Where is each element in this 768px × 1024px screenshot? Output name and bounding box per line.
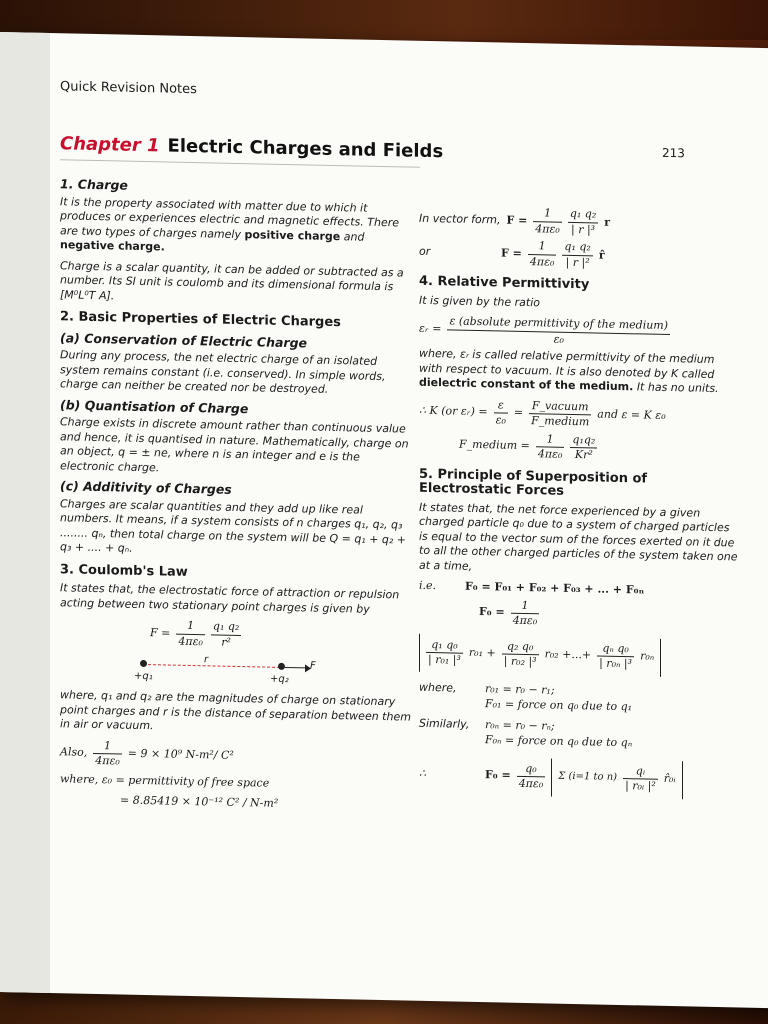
- numerator: 1: [533, 206, 562, 222]
- constant-equation: [60, 738, 415, 775]
- section-heading: 1. Charge: [60, 176, 128, 193]
- paragraph-text: and: [343, 229, 365, 244]
- bracket-expression: [419, 633, 661, 676]
- eq-text: r₀ₙ: [640, 649, 655, 663]
- page-number: 213: [662, 145, 685, 161]
- fraction: [517, 761, 546, 792]
- numerator: F_vacuum: [529, 399, 591, 416]
- eq-text: r₀₁ = r₀ − r₁;: [485, 681, 555, 697]
- superposition-f0: [479, 598, 739, 633]
- running-header: Quick Revision Notes: [60, 79, 197, 98]
- denominator: r²: [221, 635, 231, 649]
- paragraph: Charge exists in discrete amount rather than continuous value and hence, it is quantised in nature. Mathematically, charge on an object, q = ± ne, where n is an integer and e is the electronic charge.: [60, 415, 409, 474]
- fraction: [528, 239, 557, 270]
- eq-text: F₀ =: [479, 605, 505, 619]
- book-page: [0, 32, 768, 1009]
- distance-label: r: [204, 654, 209, 666]
- fraction: [570, 432, 597, 463]
- eq-text: F =: [506, 213, 528, 227]
- charge-point: [140, 660, 147, 667]
- eq-text: Σ (i=1 to n): [558, 770, 618, 784]
- force-arrow: [285, 667, 307, 668]
- fraction: [623, 764, 658, 795]
- numerator: qᵢ: [623, 764, 658, 780]
- numerator: q₀: [517, 761, 546, 777]
- denominator: | r |²: [565, 255, 590, 269]
- numerator: 1: [176, 619, 205, 635]
- numerator: 1: [511, 598, 540, 614]
- left-column: [60, 171, 415, 820]
- paragraph: It states that, the electrostatic force of attraction or repulsion acting between two stationary point charges is given by: [60, 581, 400, 616]
- paragraph: It is given by the ratio: [419, 293, 541, 309]
- fraction: [426, 637, 463, 668]
- charge-label: +q₁: [134, 670, 153, 683]
- eq-text: r₀₁ +: [468, 646, 496, 660]
- bold-term: dielectric constant of the medium.: [419, 375, 634, 394]
- numerator: q₁ q₂: [211, 619, 241, 635]
- paragraph-text: It is the property associated with matter due to which it produces or experiences electric and magnetic effects. There are two types of charges namely: [60, 194, 400, 241]
- fraction: [511, 598, 540, 629]
- eq-text: where,: [419, 680, 457, 695]
- numerator: q₁ q₀: [426, 637, 463, 653]
- coulomb-equation: [150, 618, 415, 654]
- permittivity-equation: [419, 314, 739, 351]
- numerator: q₁ q₂: [562, 240, 592, 256]
- numerator: 1: [528, 239, 557, 255]
- dielectric-equation: [419, 396, 739, 433]
- paragraph: [419, 347, 739, 397]
- eq-text: r̂: [598, 248, 605, 262]
- eq-text: ∴: [419, 767, 426, 781]
- bold-term: negative charge.: [60, 238, 165, 254]
- subsection-heading: (b) Quantisation of Charge: [60, 396, 249, 416]
- eps-value: = 8.85419 × 10⁻¹² C² / N-m²: [120, 793, 279, 810]
- eq-text: In vector form,: [419, 211, 501, 227]
- fraction: [533, 206, 562, 237]
- medium-force-equation: [459, 430, 739, 466]
- bracket-expression: [551, 758, 682, 799]
- denominator: 4πε₀: [512, 613, 538, 628]
- charge-point: [278, 663, 285, 670]
- fraction: [494, 398, 508, 428]
- fraction: [568, 207, 598, 238]
- denominator: 4πε₀: [529, 254, 555, 269]
- eq-text: Similarly,: [419, 716, 470, 731]
- eps-definition: where, ε₀ = permittivity of free space: [60, 771, 270, 790]
- denominator: 4πε₀: [537, 447, 563, 461]
- eq-text: F₀ =: [485, 768, 511, 782]
- section-heading: 2. Basic Properties of Electric Charges: [60, 309, 341, 331]
- eq-text: r: [604, 215, 611, 229]
- force-label: F: [310, 660, 316, 672]
- final-equation: [419, 752, 739, 803]
- eq-text: i.e.: [419, 578, 437, 593]
- denominator: | r₀₁ |³: [428, 652, 461, 667]
- section-heading: 3. Coulomb's Law: [60, 561, 188, 580]
- denominator: | r₀ᵢ |²: [625, 779, 656, 793]
- denominator: F_medium: [531, 414, 590, 429]
- fraction: [93, 738, 122, 769]
- denominator: 4πε₀: [518, 776, 544, 791]
- fraction: [597, 641, 634, 672]
- numerator: qₙ q₀: [597, 641, 634, 657]
- numerator: 1: [93, 738, 122, 754]
- paragraph-text: It has no units.: [636, 380, 719, 396]
- charge-diagram: [134, 652, 320, 692]
- charge-label: +q₂: [270, 673, 289, 686]
- eq-text: and ε = K ε₀: [597, 407, 666, 423]
- eq-text: F₀ = F₀₁ + F₀₂ + F₀₃ + ... + F₀ₙ: [465, 579, 645, 597]
- eq-text: = 9 × 10⁹ N-m²/ C²: [127, 746, 234, 763]
- similarly-line: F₀ₙ = force on q₀ due to qₙ: [485, 733, 633, 750]
- subsection-heading: (c) Additivity of Charges: [60, 478, 232, 497]
- right-column: [419, 201, 739, 806]
- chapter-title: Electric Charges and Fields: [167, 135, 444, 163]
- denominator: 4πε₀: [178, 634, 203, 648]
- section-heading: 4. Relative Permittivity: [419, 273, 590, 293]
- fraction: [502, 639, 539, 670]
- numerator: ε (absolute permittivity of the medium): [447, 314, 670, 334]
- eq-text: F =: [501, 246, 522, 260]
- eq-text: F =: [150, 625, 171, 640]
- subsection-heading: (a) Conservation of Electric Charge: [60, 329, 308, 350]
- denominator: | r₀ₙ |³: [599, 656, 633, 671]
- superposition-bracket: [419, 630, 739, 681]
- eq-text: ∴ K (or εᵣ) =: [419, 404, 488, 419]
- denominator: | r₀₂ |³: [503, 654, 537, 669]
- fraction: [536, 432, 565, 463]
- denominator: ε₀: [495, 413, 506, 427]
- eq-text: r₀ₙ = r₀ − rₙ;: [485, 717, 555, 733]
- denominator: 4πε₀: [535, 221, 560, 236]
- numerator: q₂ q₀: [502, 639, 539, 655]
- denominator: Kr²: [574, 448, 593, 462]
- numerator: 1: [536, 432, 565, 448]
- section-heading: 5. Principle of Superposition of Electrostatic Forces: [419, 466, 648, 499]
- numerator: q₁ q₂: [568, 207, 598, 223]
- denominator: 4πε₀: [95, 753, 120, 768]
- paragraph: Charges are scalar quantities and they add up like real numbers. It means, if a system consists of n charges q₁, q₂, q₃ ........ qₙ, then total charge on the system will be Q = q₁ + q₂ + q₃ + .... + qₙ.: [60, 496, 407, 555]
- paragraph-text: where, εᵣ is called relative permittivity of the medium with respect to vacuum. It is also denoted by K called: [419, 346, 715, 381]
- chapter-heading: [60, 133, 443, 162]
- separation-line: [148, 664, 280, 668]
- where-line: F₀₁ = force on q₀ due to q₁: [485, 697, 633, 714]
- numerator: ε: [494, 398, 508, 414]
- denominator: | r |³: [571, 222, 596, 236]
- vector-form-equation: [419, 204, 739, 241]
- fraction: [529, 399, 591, 430]
- eq-text: εᵣ =: [419, 321, 442, 335]
- paragraph: It states that, the net force experienced by a given charged particle q₀ due to a system of charged particles is equal to the vector sum of the forces exerted on it due to all the other charged particles of the system taken one at a time,: [419, 500, 738, 573]
- eq-text: Also,: [60, 745, 88, 760]
- paragraph: Charge is a scalar quantity, it can be added or subtracted as a number. Its SI unit is coulomb and its dimensional formula is [M⁰L⁰T A].: [60, 258, 404, 302]
- fraction: [176, 619, 205, 650]
- fraction: [562, 240, 592, 271]
- eq-text: =: [513, 406, 524, 420]
- numerator: q₁q₂: [570, 432, 597, 448]
- superposition-equation: [419, 579, 739, 600]
- eq-text: r̂₀ᵢ: [663, 772, 676, 786]
- denominator: ε₀: [553, 332, 564, 346]
- eq-text: F_medium =: [459, 437, 530, 453]
- fraction: [447, 314, 670, 349]
- paragraph: where, q₁ and q₂ are the magnitudes of charge on stationary point charges and r is the distance of separation between them in air or vacuum.: [60, 688, 411, 733]
- bold-term: positive charge: [244, 227, 341, 243]
- eq-text: r₀₂ +...+: [544, 647, 592, 662]
- eq-text: or: [419, 244, 431, 258]
- chapter-label: Chapter 1: [60, 133, 160, 157]
- paragraph: [60, 195, 415, 260]
- paragraph: During any process, the net electric charge of an isolated system remains constant (i.e. conserved). In simple words, charge can neither be created nor be destroyed.: [60, 348, 386, 396]
- vector-form-equation-2: [419, 237, 739, 274]
- fraction: [211, 619, 241, 650]
